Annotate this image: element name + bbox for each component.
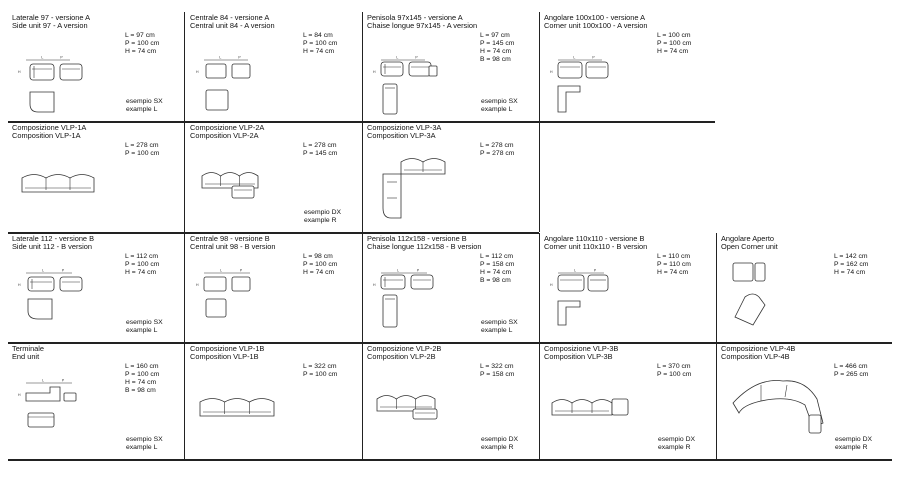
dimension-label-p: P <box>593 268 597 273</box>
side-b-side <box>60 277 82 291</box>
dimension-label-p: P <box>61 268 65 273</box>
composition-1b <box>200 399 274 417</box>
product-cell <box>363 122 540 233</box>
dimension-value: H = 74 cm <box>657 48 689 56</box>
dimension-value: L = 110 cm <box>657 253 691 260</box>
dimension-value: L = 370 cm <box>657 363 691 370</box>
chaise-side <box>409 62 431 76</box>
sofa-drawing <box>186 233 363 343</box>
dimension-value: P = 100 cm <box>125 261 160 269</box>
dimension-label-p: P <box>61 378 65 383</box>
corner-b-side <box>588 275 608 291</box>
title-it: Composizione VLP-1B <box>190 344 265 353</box>
dimension-value: L = 466 cm <box>834 363 868 370</box>
chaise-top-view <box>383 84 397 114</box>
sofa-drawing <box>8 122 185 233</box>
product-cell <box>540 12 717 122</box>
central-unit-elevation <box>206 90 228 110</box>
dimension-value: H = 74 cm <box>125 48 157 56</box>
title-en: End unit <box>12 352 40 362</box>
orientation-text: esempio DX <box>835 436 873 443</box>
product-cell <box>540 343 717 460</box>
dimension-value: B = 98 cm <box>480 56 511 64</box>
dimension-value: L = 278 cm <box>480 142 514 149</box>
dimension-value: H = 74 cm <box>125 379 157 387</box>
dimension-value: P = 158 cm <box>480 371 515 379</box>
composition-4b-chaise <box>809 415 821 433</box>
end-unit-front <box>26 387 60 401</box>
dimension-value: H = 74 cm <box>303 269 335 277</box>
dimension-label-l: L <box>41 55 44 60</box>
title-en: Composition VLP-2A <box>190 131 259 141</box>
sofa-drawing <box>186 343 363 460</box>
central-unit-front <box>206 64 226 78</box>
chaise-front <box>381 62 403 76</box>
dimension-value: L = 98 cm <box>303 253 333 260</box>
sofa-drawing <box>8 233 185 343</box>
dimension-label-l: L <box>220 268 223 273</box>
sofa-drawing <box>363 343 540 460</box>
title-it: Centrale 84 - versione A <box>190 13 270 22</box>
dimension-label-p: P <box>238 55 241 60</box>
title-en: Corner unit 100x100 - A version <box>544 21 648 31</box>
product-cell <box>186 343 363 460</box>
central-b-front <box>204 277 226 291</box>
chaise-b-front <box>381 275 405 289</box>
dimension-label-h: H <box>18 393 21 397</box>
orientation-text: example L <box>126 444 158 452</box>
title-en: Side unit 97 - A version <box>12 21 88 31</box>
dimension-value: L = 278 cm <box>125 142 159 149</box>
side-unit-elevation <box>30 92 54 112</box>
orientation-text: esempio SX <box>481 319 518 326</box>
product-cell <box>540 233 717 343</box>
dimension-value: H = 74 cm <box>125 269 157 277</box>
dimension-label-p: P <box>416 268 420 273</box>
corner-b-elevation <box>558 301 580 325</box>
chaise-extension <box>429 66 437 76</box>
title-it: Composizione VLP-3A <box>367 123 442 132</box>
dimension-value: L = 100 cm <box>657 32 691 39</box>
dimension-label-p: P <box>592 55 595 60</box>
dimension-value: P = 100 cm <box>125 150 160 158</box>
dimension-value: L = 142 cm <box>834 253 868 260</box>
dimension-label-l: L <box>573 55 576 60</box>
dimension-label-h: H <box>18 70 21 74</box>
corner-front <box>558 62 582 78</box>
dimension-value: L = 97 cm <box>125 32 155 39</box>
dimension-label-h: H <box>550 283 553 287</box>
dimension-value: P = 110 cm <box>657 261 691 269</box>
sofa-drawing <box>8 343 185 460</box>
dimension-value: H = 74 cm <box>834 269 866 277</box>
title-en: Central unit 84 - A version <box>190 21 275 31</box>
title-en: Central unit 98 - B version <box>190 242 276 252</box>
dimension-value: B = 98 cm <box>125 387 156 395</box>
title-en: Chaise longue 97x145 - A version <box>367 21 478 31</box>
title-en: Corner unit 110x110 - B version <box>544 242 648 252</box>
dimension-label-p: P <box>60 55 63 60</box>
dimension-label-l: L <box>397 268 400 273</box>
side-unit-side <box>60 64 82 80</box>
dimension-value: B = 98 cm <box>480 277 511 285</box>
dimension-value: P = 278 cm <box>480 150 515 158</box>
dimension-value: L = 322 cm <box>480 363 514 370</box>
title-it: Angolare Aperto <box>721 234 775 243</box>
side-b-elevation <box>28 299 52 319</box>
dimension-value: P = 145 cm <box>480 40 515 48</box>
dimension-value: L = 322 cm <box>303 363 337 370</box>
dimension-value: H = 74 cm <box>480 269 512 277</box>
dimension-value: P = 100 cm <box>303 261 338 269</box>
dimension-value: P = 162 cm <box>834 261 869 269</box>
title-it: Penisola 112x158 - versione B <box>367 234 467 243</box>
sofa-drawing <box>186 122 363 233</box>
title-it: Composizione VLP-2B <box>367 344 442 353</box>
dimension-value: H = 74 cm <box>657 269 689 277</box>
title-it: Angolare 110x110 - versione B <box>544 234 645 243</box>
composition-3a-side <box>383 174 401 218</box>
open-corner-front <box>733 263 753 281</box>
dimension-value: H = 74 cm <box>303 48 335 56</box>
sofa-drawing <box>8 12 185 122</box>
end-unit-side <box>64 393 76 401</box>
dimension-value: P = 158 cm <box>480 261 515 269</box>
dimension-label-p: P <box>415 55 418 60</box>
orientation-text: esempio SX <box>126 436 163 443</box>
dimension-label-l: L <box>42 378 45 383</box>
product-cell <box>8 122 185 233</box>
dimension-label-l: L <box>219 55 222 60</box>
product-cell <box>8 343 185 460</box>
title-it: Laterale 97 - versione A <box>12 13 91 22</box>
product-cell <box>8 12 185 122</box>
dimension-value: P = 100 cm <box>303 371 338 379</box>
corner-b-front <box>558 275 584 291</box>
open-corner-side <box>755 263 765 281</box>
dimension-value: L = 278 cm <box>303 142 337 149</box>
composition-2b-chaise <box>413 409 437 419</box>
orientation-text: example L <box>126 327 158 335</box>
orientation-text: example R <box>481 444 514 452</box>
orientation-text: esempio SX <box>126 98 163 105</box>
title-it: Laterale 112 - versione B <box>12 234 95 243</box>
dimension-label-h: H <box>550 70 553 74</box>
chaise-b-top-view <box>383 295 397 327</box>
product-cell <box>717 233 894 343</box>
chaise-b-side <box>411 275 433 289</box>
sofa-drawing <box>186 12 363 122</box>
end-unit-top-view <box>28 413 54 427</box>
dimension-label-h: H <box>18 283 21 287</box>
product-cell <box>186 122 363 233</box>
sofa-drawing <box>717 233 894 343</box>
orientation-text: esempio SX <box>126 319 163 326</box>
orientation-text: example R <box>658 444 691 452</box>
dimension-value: L = 160 cm <box>125 363 159 370</box>
sofa-drawing <box>540 12 717 122</box>
corner-elevation <box>558 86 580 112</box>
central-b-elevation <box>206 299 226 317</box>
orientation-text: example L <box>481 106 513 114</box>
orientation-text: esempio DX <box>658 436 696 443</box>
title-en: Composition VLP-1A <box>12 131 81 141</box>
product-cell <box>363 233 540 343</box>
orientation-text: example L <box>126 106 158 114</box>
title-it: Terminale <box>12 344 45 353</box>
title-it: Composizione VLP-3B <box>544 344 619 353</box>
dimension-value: L = 112 cm <box>125 253 159 260</box>
dimension-label-h: H <box>373 283 376 287</box>
dimension-label-h: H <box>196 283 199 287</box>
composition-3b <box>552 400 612 416</box>
dimension-value: P = 100 cm <box>125 40 160 48</box>
title-it: Penisola 97x145 - versione A <box>367 13 463 22</box>
sofa-drawing <box>363 12 540 122</box>
product-cell <box>186 233 363 343</box>
dimension-value: L = 84 cm <box>303 32 333 39</box>
title-it: Angolare 100x100 - versione A <box>544 13 646 22</box>
dimension-value: P = 100 cm <box>303 40 338 48</box>
title-en: Composition VLP-3B <box>544 352 613 362</box>
dimension-label-p: P <box>239 268 243 273</box>
title-it: Composizione VLP-1A <box>12 123 87 132</box>
product-cell <box>8 233 185 343</box>
product-cell <box>717 343 894 460</box>
dimension-label-l: L <box>42 268 45 273</box>
side-unit-front <box>30 64 54 80</box>
title-it: Centrale 98 - versione B <box>190 234 270 243</box>
dimension-value: P = 100 cm <box>657 40 692 48</box>
central-b-side <box>232 277 250 291</box>
dimension-value: L = 97 cm <box>480 32 510 39</box>
title-en: Composition VLP-1B <box>190 352 259 362</box>
dimension-value: P = 100 cm <box>125 371 160 379</box>
dimension-value: H = 74 cm <box>480 48 512 56</box>
orientation-text: example R <box>304 217 337 225</box>
title-en: Side unit 112 - B version <box>12 242 92 252</box>
title-en: Composition VLP-2B <box>367 352 436 362</box>
title-en: Composition VLP-4B <box>721 352 790 362</box>
sofa-drawing <box>540 343 717 460</box>
orientation-text: esempio SX <box>481 98 518 105</box>
product-cell <box>363 12 540 122</box>
title-it: Composizione VLP-2A <box>190 123 265 132</box>
dimension-label-l: L <box>396 55 399 60</box>
sofa-drawing <box>540 233 717 343</box>
orientation-text: example L <box>481 327 513 335</box>
title-it: Composizione VLP-4B <box>721 344 796 353</box>
dimension-value: L = 112 cm <box>480 253 514 260</box>
title-en: Open Corner unit <box>721 242 778 252</box>
composition-3b-end <box>612 399 628 415</box>
orientation-text: esempio DX <box>481 436 519 443</box>
sofa-drawing <box>717 343 894 460</box>
product-cell <box>363 343 540 460</box>
dimension-label-h: H <box>196 70 199 74</box>
sofa-drawing <box>363 122 540 233</box>
open-corner-top-view <box>735 294 765 325</box>
title-en: Composition VLP-3A <box>367 131 436 141</box>
dimension-label-h: H <box>373 70 376 74</box>
sofa-drawing <box>363 233 540 343</box>
dimension-value: P = 265 cm <box>834 371 869 379</box>
corner-side <box>586 62 608 78</box>
title-en: Chaise longue 112x158 - B version <box>367 242 482 252</box>
product-cell <box>186 12 363 122</box>
orientation-text: example R <box>835 444 868 452</box>
dimension-value: P = 100 cm <box>657 371 692 379</box>
composition-2a-chaise <box>232 186 254 198</box>
dimension-value: P = 145 cm <box>303 150 338 158</box>
composition-1a <box>22 175 94 193</box>
central-unit-side <box>232 64 250 78</box>
orientation-text: esempio DX <box>304 209 342 216</box>
dimension-label-l: L <box>574 268 577 273</box>
